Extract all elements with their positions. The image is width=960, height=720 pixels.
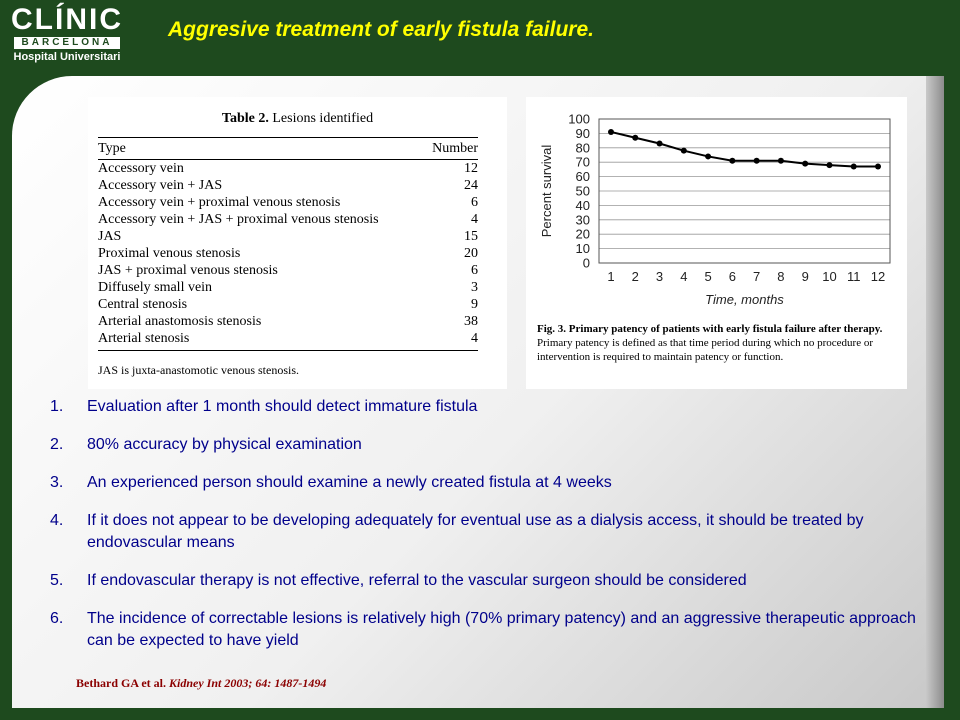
table-row bbox=[98, 279, 478, 296]
list-item-number: 1. bbox=[50, 398, 64, 415]
data-point bbox=[657, 140, 663, 146]
lesion-count: 4 bbox=[471, 212, 478, 227]
lesion-count: 3 bbox=[471, 280, 478, 295]
table-row bbox=[98, 194, 478, 211]
y-tick-label: 50 bbox=[575, 183, 590, 199]
table-row bbox=[98, 330, 478, 351]
list-item-number: 4. bbox=[50, 512, 64, 529]
lesion-type: Central stenosis bbox=[98, 297, 188, 312]
data-point bbox=[608, 129, 614, 135]
list-item bbox=[50, 608, 920, 652]
table-row bbox=[98, 177, 478, 194]
list-item-text: 80% accuracy by physical examination bbox=[87, 436, 362, 453]
y-tick-label: 0 bbox=[582, 255, 590, 271]
lesion-count: 9 bbox=[471, 297, 478, 312]
panel-edge bbox=[926, 76, 944, 708]
y-tick-label: 60 bbox=[575, 169, 590, 185]
table-note: JAS is juxta-anastomotic venous stenosis. bbox=[98, 363, 299, 377]
list-item-number: 6. bbox=[50, 610, 64, 627]
y-tick-label: 100 bbox=[568, 111, 590, 127]
x-tick-label: 12 bbox=[870, 269, 886, 284]
list-item bbox=[50, 472, 920, 494]
list-item-text: If it does not appear to be developing adequately for eventual use as a dialysis access, it should be treated by endovascular means bbox=[87, 512, 864, 551]
lesion-type: JAS + proximal venous stenosis bbox=[98, 263, 278, 278]
table-caption-text: Lesions identified bbox=[272, 111, 374, 126]
y-tick-label: 10 bbox=[575, 241, 590, 257]
x-tick-label: 6 bbox=[728, 269, 736, 284]
lesion-count: 20 bbox=[464, 246, 478, 261]
y-tick-label: 20 bbox=[575, 226, 590, 242]
y-axis-label: Percent survival bbox=[539, 144, 554, 238]
list-item-text: Evaluation after 1 month should detect immature fistula bbox=[87, 398, 478, 415]
x-tick-label: 2 bbox=[631, 269, 639, 284]
table-caption-label: Table 2. bbox=[221, 111, 269, 126]
table-row bbox=[98, 262, 478, 279]
table-row bbox=[98, 296, 478, 313]
list-item bbox=[50, 570, 920, 592]
lesion-count: 4 bbox=[425, 330, 478, 351]
data-point bbox=[851, 164, 857, 170]
y-tick-label: 90 bbox=[575, 125, 590, 141]
lesion-count: 6 bbox=[471, 195, 478, 210]
y-tick-label: 40 bbox=[575, 197, 590, 213]
data-point bbox=[802, 161, 808, 167]
logo-city: BARCELONA bbox=[14, 37, 120, 49]
table-body bbox=[98, 160, 478, 351]
x-tick-label: 1 bbox=[607, 269, 615, 284]
table-row bbox=[98, 245, 478, 262]
col-type-header: Type bbox=[98, 138, 425, 160]
key-points-list bbox=[50, 396, 920, 668]
lesion-count: 24 bbox=[464, 178, 478, 193]
figure-caption-bold: Primary patency of patients with early fistula failure after therapy. bbox=[568, 323, 883, 335]
table-row bbox=[98, 228, 478, 245]
table-row bbox=[98, 211, 478, 228]
data-point bbox=[875, 164, 881, 170]
x-tick-label: 5 bbox=[704, 269, 712, 284]
x-tick-label: 10 bbox=[822, 269, 837, 284]
data-point bbox=[729, 158, 735, 164]
series-line bbox=[611, 132, 878, 167]
citation-journal: Kidney Int 2003; 64: 1487-1494 bbox=[169, 676, 327, 690]
lesion-type: Proximal venous stenosis bbox=[98, 246, 241, 261]
lesions-table-figure bbox=[88, 97, 507, 389]
figure-caption-label: Fig. 3. bbox=[537, 323, 567, 335]
y-tick-label: 30 bbox=[575, 212, 590, 228]
table-header-row bbox=[98, 138, 478, 160]
patency-chart bbox=[526, 97, 907, 322]
lesion-type: Accessory vein + proximal venous stenosis bbox=[98, 195, 341, 210]
list-item bbox=[50, 434, 920, 456]
lesion-type: JAS bbox=[98, 229, 122, 244]
patency-figure bbox=[526, 97, 907, 389]
lesion-count: 6 bbox=[471, 263, 478, 278]
list-item bbox=[50, 396, 920, 418]
table-row bbox=[98, 313, 478, 330]
table-row bbox=[98, 160, 478, 178]
logo-hospital: Hospital Universitari bbox=[13, 51, 121, 63]
list-item-text: If endovascular therapy is not effective, referral to the vascular surgeon should be considered bbox=[87, 572, 747, 589]
lesion-type: Diffusely small vein bbox=[98, 280, 213, 295]
list-item-number: 2. bbox=[50, 436, 64, 453]
lesion-type: Accessory vein + JAS bbox=[98, 178, 223, 193]
data-point bbox=[754, 158, 760, 164]
table-caption bbox=[88, 111, 507, 127]
data-point bbox=[632, 135, 638, 141]
lesions-table bbox=[98, 137, 478, 351]
logo-wordmark: CLÍNIC bbox=[11, 3, 123, 36]
list-item-text: The incidence of correctable lesions is relatively high (70% primary patency) and an aggressive therapeutic approach can be expected to have yield bbox=[87, 610, 916, 649]
data-point bbox=[705, 153, 711, 159]
x-tick-label: 9 bbox=[801, 269, 809, 284]
figure-caption bbox=[537, 322, 899, 364]
lesion-type: Arterial stenosis bbox=[98, 330, 425, 351]
lesion-count: 38 bbox=[464, 314, 478, 329]
list-item-number: 5. bbox=[50, 572, 64, 589]
lesion-count: 12 bbox=[464, 161, 478, 176]
x-axis-label: Time, months bbox=[705, 292, 784, 307]
figure-caption-text: Primary patency is defined as that time period during which no procedure or intervention is required to maintain patency or function. bbox=[537, 337, 874, 363]
lesion-type: Accessory vein + JAS + proximal venous stenosis bbox=[98, 212, 379, 227]
y-tick-label: 70 bbox=[575, 154, 590, 170]
x-tick-label: 8 bbox=[777, 269, 785, 284]
x-tick-label: 3 bbox=[655, 269, 664, 284]
y-tick-label: 80 bbox=[575, 140, 590, 156]
x-tick-label: 4 bbox=[680, 269, 688, 284]
citation bbox=[76, 676, 326, 691]
lesion-count: 15 bbox=[464, 229, 478, 244]
data-point bbox=[681, 148, 687, 154]
data-point bbox=[778, 158, 784, 164]
lesion-type: Accessory vein bbox=[98, 161, 184, 176]
citation-authors: Bethard GA et al. bbox=[76, 676, 166, 690]
list-item bbox=[50, 510, 920, 554]
slide-title: Aggresive treatment of early fistula failure. bbox=[168, 18, 594, 41]
hospital-logo bbox=[8, 4, 126, 66]
lesion-type: Arterial anastomosis stenosis bbox=[98, 314, 262, 329]
col-number-header: Number bbox=[425, 138, 478, 160]
list-item-number: 3. bbox=[50, 474, 64, 491]
x-tick-label: 7 bbox=[753, 269, 761, 284]
x-tick-label: 11 bbox=[846, 269, 861, 284]
list-item-text: An experienced person should examine a newly created fistula at 4 weeks bbox=[87, 474, 612, 491]
data-point bbox=[826, 162, 832, 168]
